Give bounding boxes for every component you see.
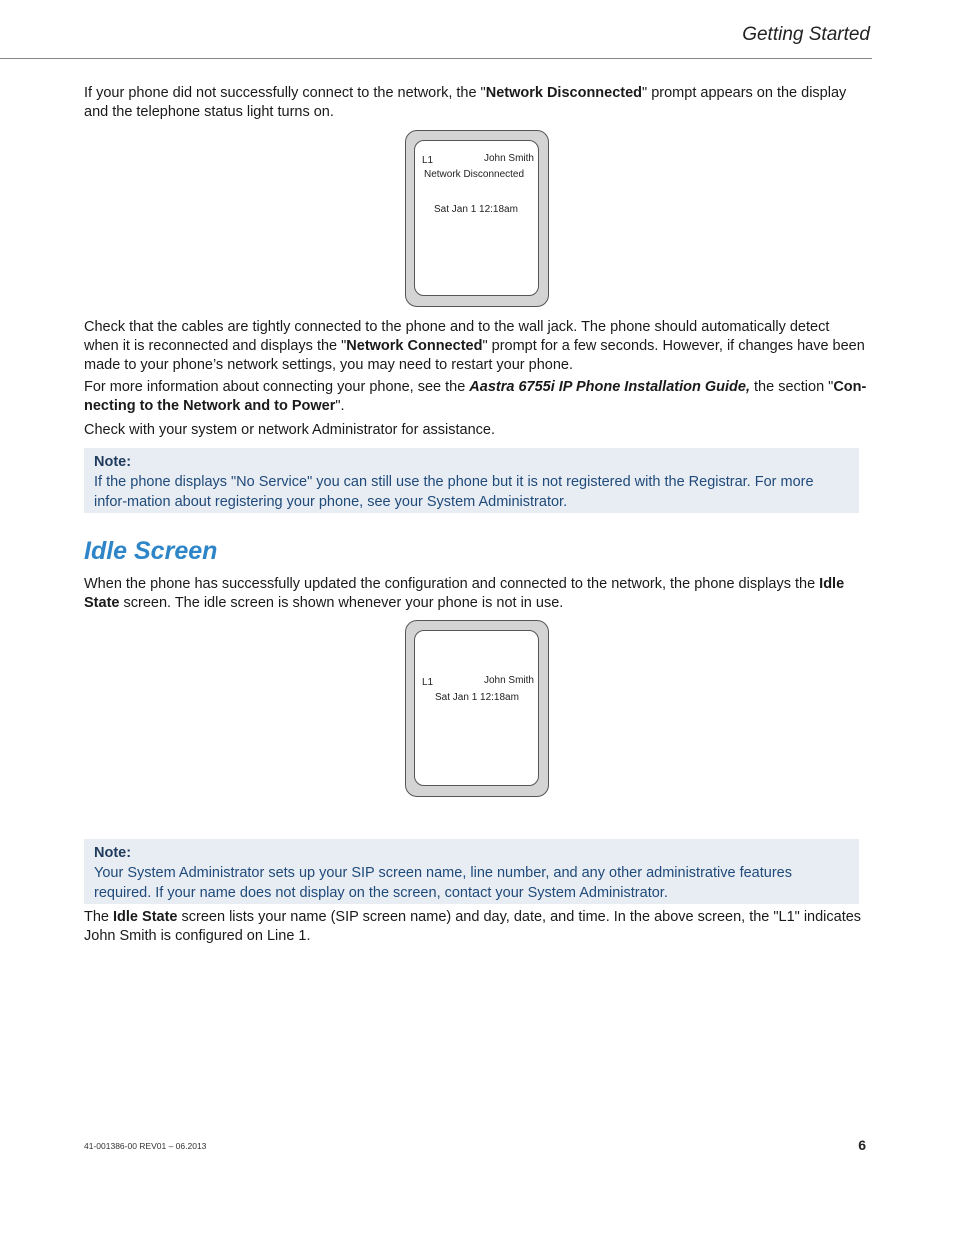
date-time: Sat Jan 1 12:18am: [434, 204, 518, 215]
caller-name: John Smith: [483, 675, 534, 686]
line-indicator: L1: [422, 677, 434, 688]
guide-title: Aastra 6755i IP Phone Installation Guide,: [469, 379, 750, 395]
phone-screen: [414, 140, 539, 296]
note-label: Note:: [94, 454, 132, 470]
idle-intro-paragraph: When the phone has successfully updated the configuration and connected to the network, the phone displays the Idle State screen. The idle screen is shown whenever your phone is not in use.: [84, 576, 845, 611]
header-rule: [0, 58, 872, 59]
note-text: Your System Administrator sets up your SIP screen name, line number, and any other administrative features required. If your name does not display on the screen, contact your System Administrator.: [94, 865, 792, 901]
status-text: Network Disconnected: [424, 169, 525, 180]
more-info-paragraph: For more information about connecting your phone, see the Aastra 6755i IP Phone Installation Guide, the section "Con-necting to the Network and to Power".: [84, 379, 867, 414]
phone-illustration-idle: [405, 620, 549, 797]
check-cables-paragraph: Check that the cables are tightly connected to the phone and to the wall jack. The phone should automatically detect when it is reconnected and displays the "Network Connected" prompt for a few seconds. However, if changes have been made to your phone’s network settings, you may need to restart your phone.: [84, 319, 865, 373]
note-label: Note:: [94, 845, 132, 861]
page-number: 6: [858, 1137, 866, 1153]
note-text: If the phone displays "No Service" you can still use the phone but it is not registered with the Registrar. For more infor-mation about registering your phone, see your System Administrator.: [94, 474, 814, 510]
footer-doc-id: 41-001386-00 REV01 – 06.2013: [84, 1141, 207, 1151]
caller-name: John Smith: [483, 153, 534, 164]
idle-state-paragraph: The Idle State screen lists your name (SIP screen name) and day, date, and time. In the above screen, the "L1" indicates John Smith is configured on Line 1.: [84, 909, 862, 944]
assistance-paragraph: Check with your system or network Administrator for assistance.: [84, 422, 495, 438]
note-box-admin: [84, 839, 859, 904]
intro-paragraph: If your phone did not successfully connect to the network, the "Network Disconnected" prompt appears on the display and the telephone status light turns on.: [84, 85, 847, 120]
header-title: Getting Started: [742, 24, 870, 45]
date-time: Sat Jan 1 12:18am: [435, 692, 519, 703]
note-box-no-service: [84, 448, 859, 513]
phone-screen: [414, 630, 539, 786]
phone-illustration-disconnected: [405, 130, 549, 307]
section-heading-idle-screen: Idle Screen: [84, 537, 218, 565]
line-indicator: L1: [422, 155, 434, 166]
